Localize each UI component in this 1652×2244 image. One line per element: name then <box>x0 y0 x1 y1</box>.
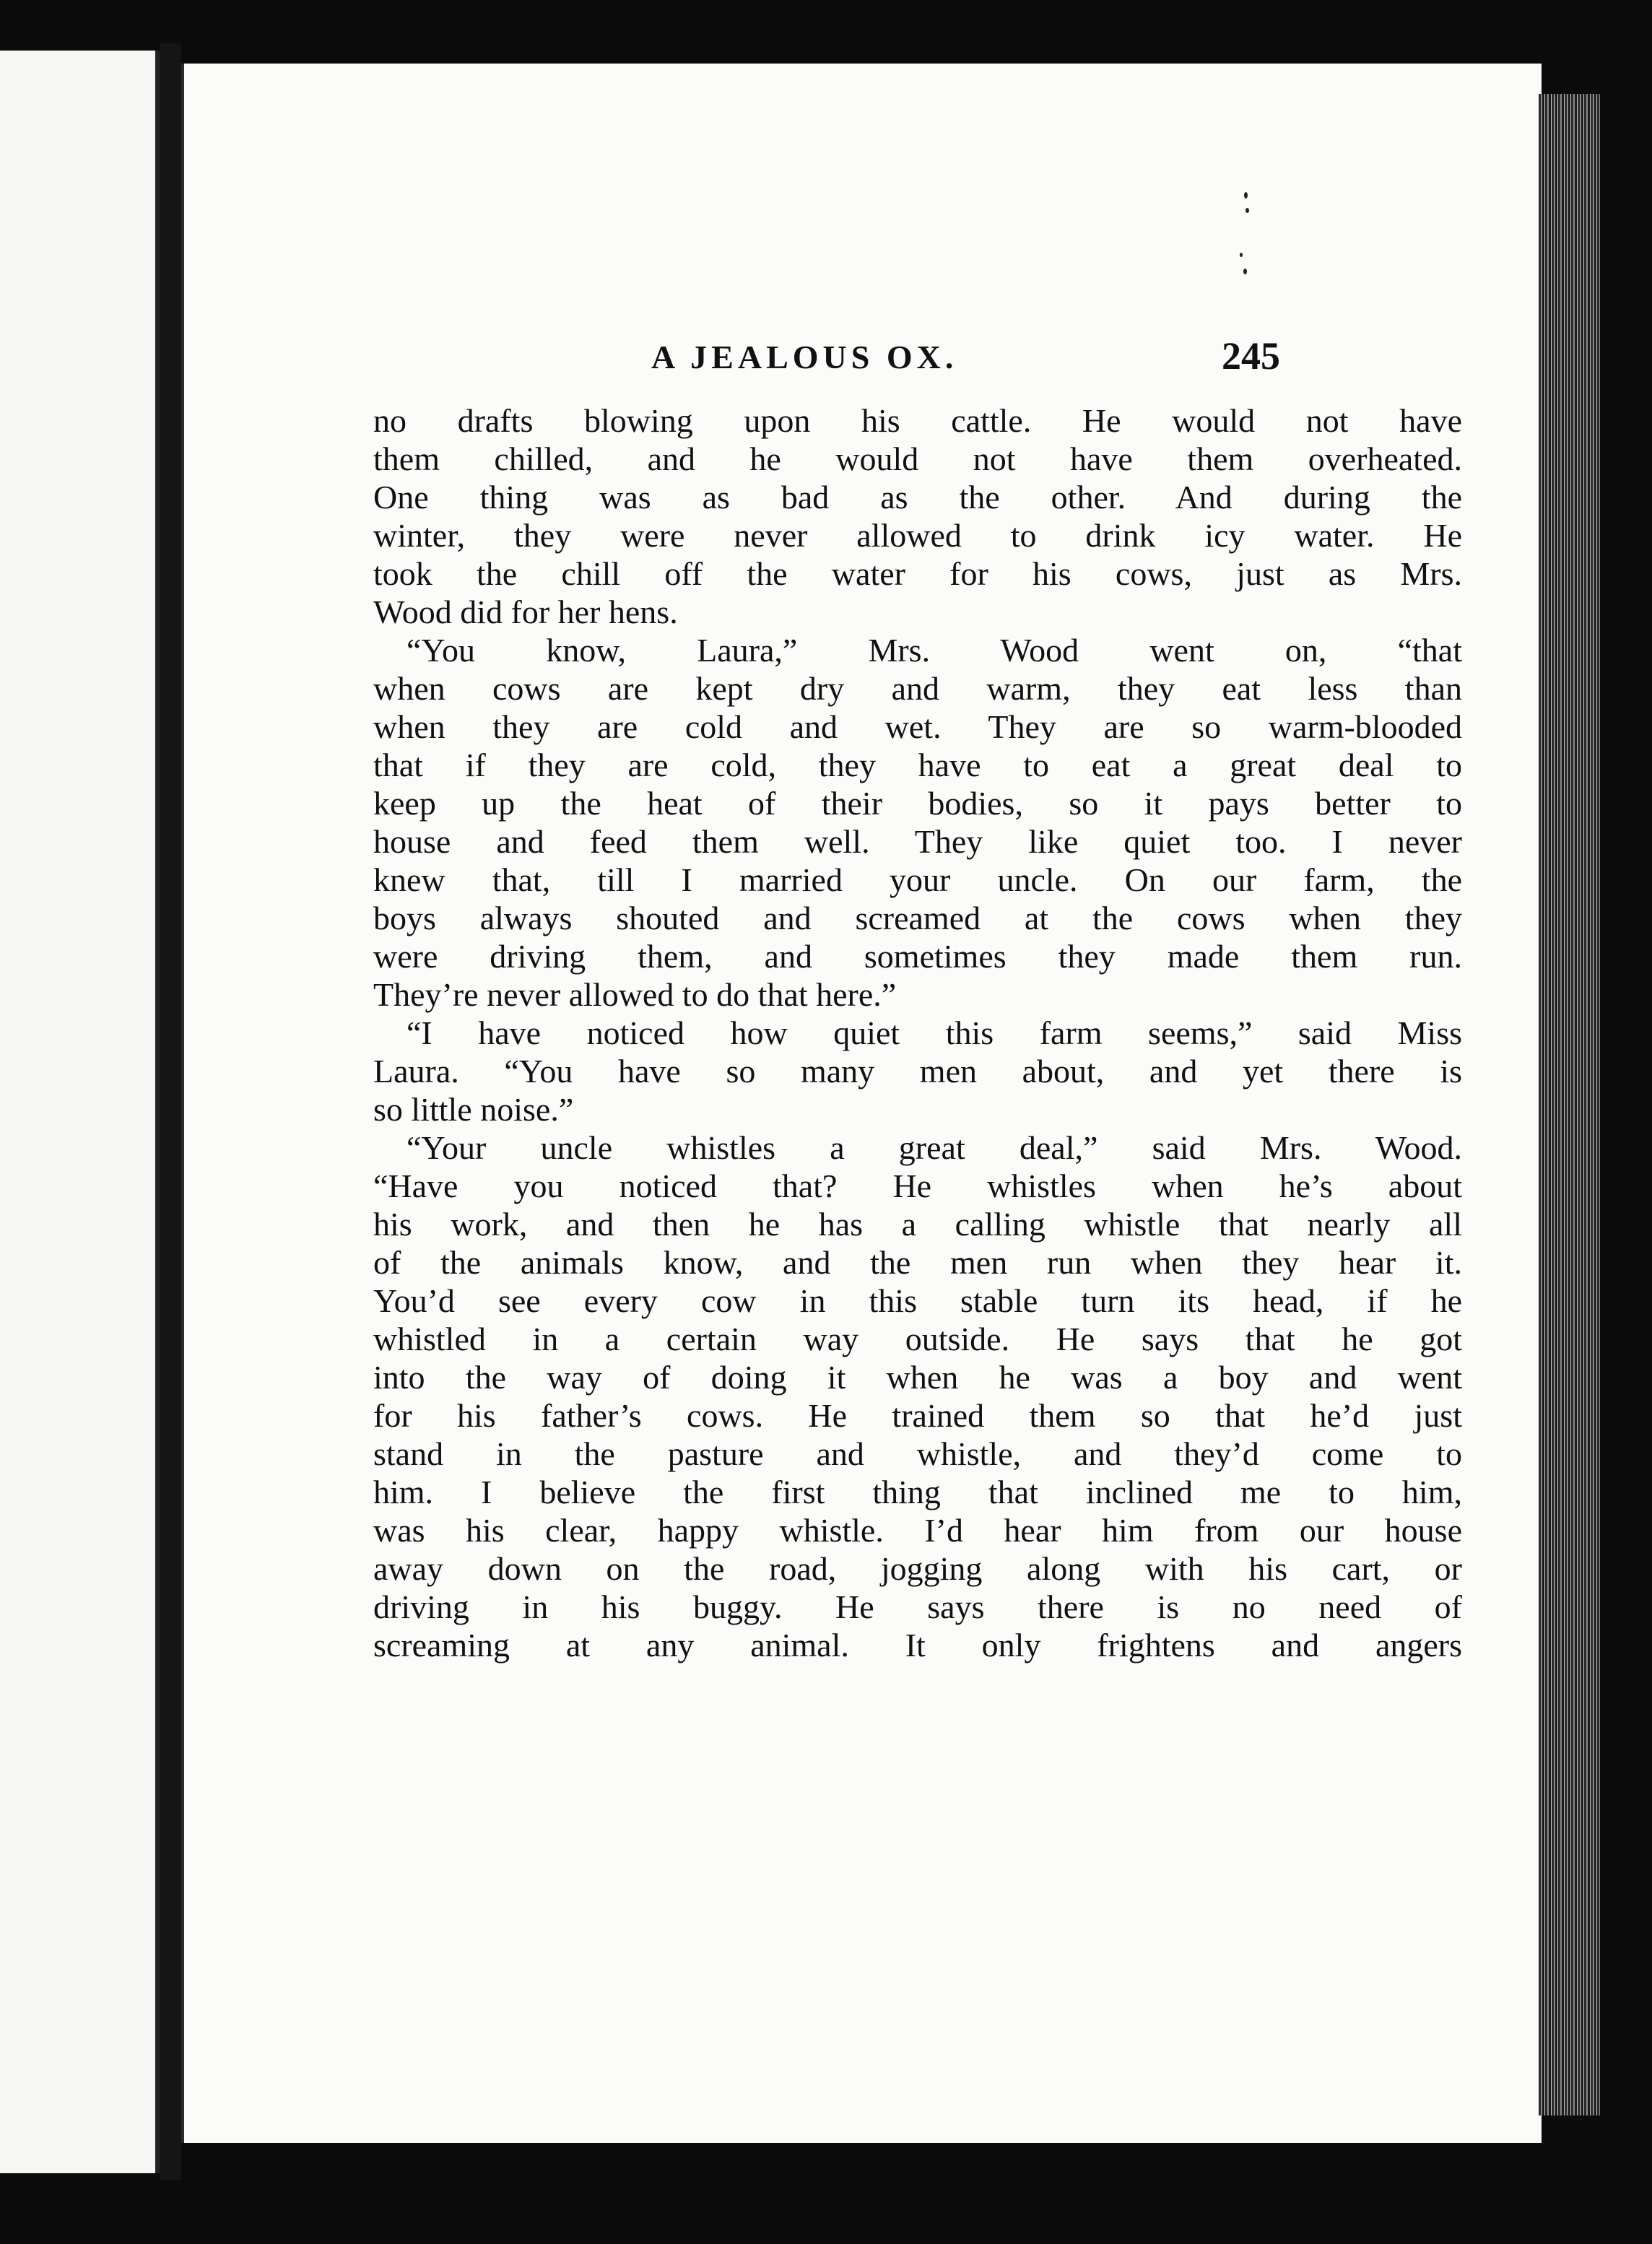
scan-speck <box>1244 192 1248 199</box>
text-line: away down on the road, jogging along with his cart, or <box>373 1550 1462 1587</box>
text-line: no drafts blowing upon his cattle. He would not have <box>373 402 1462 439</box>
text-line: driving in his buggy. He says there is no need of <box>373 1588 1462 1625</box>
text-line: They’re never allowed to do that here.” <box>373 976 897 1013</box>
scan-speck <box>1245 208 1249 213</box>
running-head: A JEALOUS OX. <box>651 339 958 375</box>
text-line: keep up the heat of their bodies, so it pays better to <box>373 785 1462 822</box>
text-line: them chilled, and he would not have them overheated. <box>373 440 1462 477</box>
facing-page-edge <box>0 51 160 2173</box>
text-line: into the way of doing it when he was a boy and went <box>373 1359 1462 1396</box>
text-line: house and feed them well. They like quiet too. I never <box>373 823 1462 860</box>
text-line: Laura. “You have so many men about, and yet there is <box>373 1053 1462 1090</box>
text-line: winter, they were never allowed to drink icy water. He <box>373 517 1462 554</box>
text-line: when cows are kept dry and warm, they eat less than <box>373 670 1462 707</box>
text-line: when they are cold and wet. They are so warm-blooded <box>373 708 1462 745</box>
text-line: screaming at any animal. It only frightens and angers <box>373 1627 1462 1664</box>
text-line: “You know, Laura,” Mrs. Wood went on, “that <box>407 632 1462 669</box>
page-number: 245 <box>1222 334 1280 378</box>
text-line: Wood did for her hens. <box>373 593 678 630</box>
text-line: “Have you noticed that? He whistles when he’s about <box>373 1167 1462 1204</box>
text-line: stand in the pasture and whistle, and they’d come to <box>373 1435 1462 1472</box>
scan-speck <box>1240 253 1243 257</box>
text-line: whistled in a certain way outside. He says that he got <box>373 1321 1462 1357</box>
text-line: that if they are cold, they have to eat a great deal to <box>373 747 1462 783</box>
text-line: of the animals know, and the men run when they hear it. <box>373 1244 1462 1281</box>
text-line: for his father’s cows. He trained them so that he’d just <box>373 1397 1462 1434</box>
text-line: took the chill off the water for his cows, just as Mrs. <box>373 555 1462 592</box>
body-text <box>373 401 1462 1664</box>
text-line: You’d see every cow in this stable turn its head, if he <box>373 1282 1462 1319</box>
book-gutter <box>160 43 181 2180</box>
page-header <box>184 334 1542 396</box>
book-page <box>181 64 1542 2143</box>
text-line: him. I believe the first thing that inclined me to him, <box>373 1474 1462 1510</box>
text-line: so little noise.” <box>373 1091 574 1128</box>
scan-speck <box>1243 269 1247 274</box>
text-line: was his clear, happy whistle. I’d hear him from our house <box>373 1512 1462 1549</box>
text-line: One thing was as bad as the other. And during the <box>373 479 1462 516</box>
text-line: were driving them, and sometimes they made them run. <box>373 938 1462 975</box>
text-line: his work, and then he has a calling whistle that nearly all <box>373 1206 1462 1243</box>
text-line: knew that, till I married your uncle. On our farm, the <box>373 861 1462 898</box>
text-line: “I have noticed how quiet this farm seems,” said Miss <box>407 1014 1462 1051</box>
page-edges <box>1539 94 1600 2115</box>
text-line: boys always shouted and screamed at the cows when they <box>373 900 1462 936</box>
text-line: “Your uncle whistles a great deal,” said Mrs. Wood. <box>407 1129 1462 1166</box>
